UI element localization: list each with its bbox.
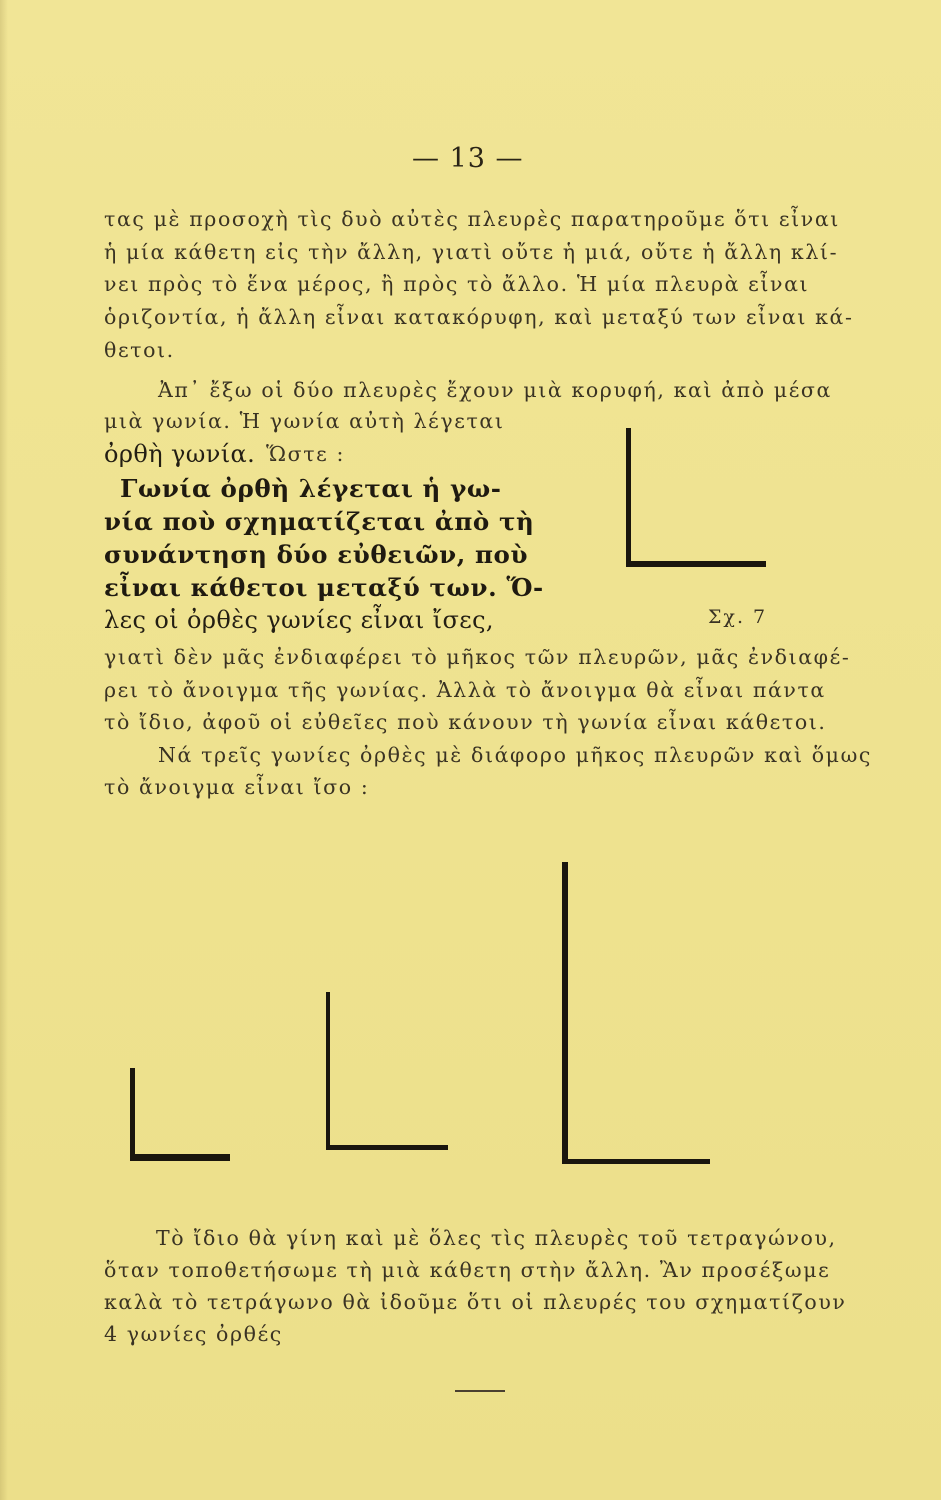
- term-right-angle: ὀρθὴ γωνία.: [104, 440, 256, 468]
- text-line-16: ρει τὸ ἄνοιγμα τῆς γωνίας. Ἀλλὰ τὸ ἄνοιγμα θὰ εἶναι πάντα: [104, 678, 826, 702]
- small-angle-vertical: [130, 1068, 135, 1161]
- definition-line-3: συνάντηση δύο εὐθειῶν, ποὺ: [104, 540, 529, 569]
- text-line-15: γιατὶ δὲν μᾶς ἐνδιαφέρει τὸ μῆκος τῶν πλευρῶν, μᾶς ἐνδιαφέ-: [104, 645, 851, 669]
- text-line-23: 4 γωνίες ὀρθές: [104, 1322, 283, 1346]
- large-angle-vertical: [562, 862, 568, 1164]
- text-line-1: τας μὲ προσοχὴ τὶς δυὸ αὐτὲς πλευρὲς παρατηροῦμε ὅτι εἶναι: [104, 207, 840, 231]
- medium-angle-horizontal: [326, 1145, 448, 1150]
- definition-line-5: λες οἱ ὀρθὲς γωνίες εἶναι ἴσες,: [104, 606, 494, 634]
- page-number: — 13 —: [412, 143, 524, 174]
- text-line-21: ὅταν τοποθετήσωμε τὴ μιὰ κάθετη στὴν ἄλλη. Ἂν προσέξωμε: [104, 1258, 831, 1282]
- definition-line-4: εἶναι κάθετοι μεταξύ των. Ὅ-: [104, 573, 544, 602]
- text-line-6: Ἀπ᾽ ἔξω οἱ δύο πλευρὲς ἔχουν μιὰ κορυφή, καὶ ἀπὸ μέσα: [158, 378, 832, 402]
- page-edge-shadow: [0, 0, 8, 1500]
- figure-7-vertical-side: [626, 428, 631, 567]
- footer-rule: [455, 1390, 505, 1392]
- definition-line-2: νία ποὺ σχηματίζεται ἀπὸ τὴ: [104, 507, 535, 536]
- text-line-19: τὸ ἄνοιγμα εἶναι ἴσο :: [104, 775, 370, 799]
- medium-angle-vertical: [326, 992, 330, 1150]
- definition-line-1: Γωνία ὀρθὴ λέγεται ἡ γω-: [120, 474, 502, 503]
- text-hoste: Ὥστε :: [266, 442, 345, 466]
- figure-caption: Σχ. 7: [708, 606, 768, 628]
- text-line-5: θετοι.: [104, 338, 175, 362]
- text-line-7: μιὰ γωνία. Ἡ γωνία αὐτὴ λέγεται: [104, 409, 505, 433]
- text-line-3: νει πρὸς τὸ ἕνα μέρος, ἢ πρὸς τὸ ἄλλο. Ἡ μία πλευρὰ εἶναι: [104, 272, 810, 296]
- text-line-2: ἡ μία κάθετη εἰς τὴν ἄλλη, γιατὶ οὔτε ἡ μιά, οὔτε ἡ ἄλλη κλί-: [104, 240, 839, 264]
- text-line-17: τὸ ἴδιο, ἀφοῦ οἱ εὐθεῖες ποὺ κάνουν τὴ γωνία εἶναι κάθετοι.: [104, 710, 827, 734]
- text-line-20: Τὸ ἴδιο θὰ γίνη καὶ μὲ ὅλες τὶς πλευρὲς τοῦ τετραγώνου,: [156, 1226, 837, 1250]
- large-angle-horizontal: [562, 1159, 710, 1164]
- figure-7-horizontal-side: [626, 561, 766, 567]
- text-line-4: ὁριζοντία, ἡ ἄλλη εἶναι κατακόρυφη, καὶ μεταξύ των εἶναι κά-: [104, 305, 854, 329]
- small-angle-horizontal: [130, 1154, 230, 1161]
- text-line-18: Νά τρεῖς γωνίες ὀρθὲς μὲ διάφορο μῆκος πλευρῶν καὶ ὅμως: [158, 743, 872, 767]
- text-line-22: καλὰ τὸ τετράγωνο θὰ ἰδοῦμε ὅτι οἱ πλευρές του σχηματίζουν: [104, 1290, 847, 1314]
